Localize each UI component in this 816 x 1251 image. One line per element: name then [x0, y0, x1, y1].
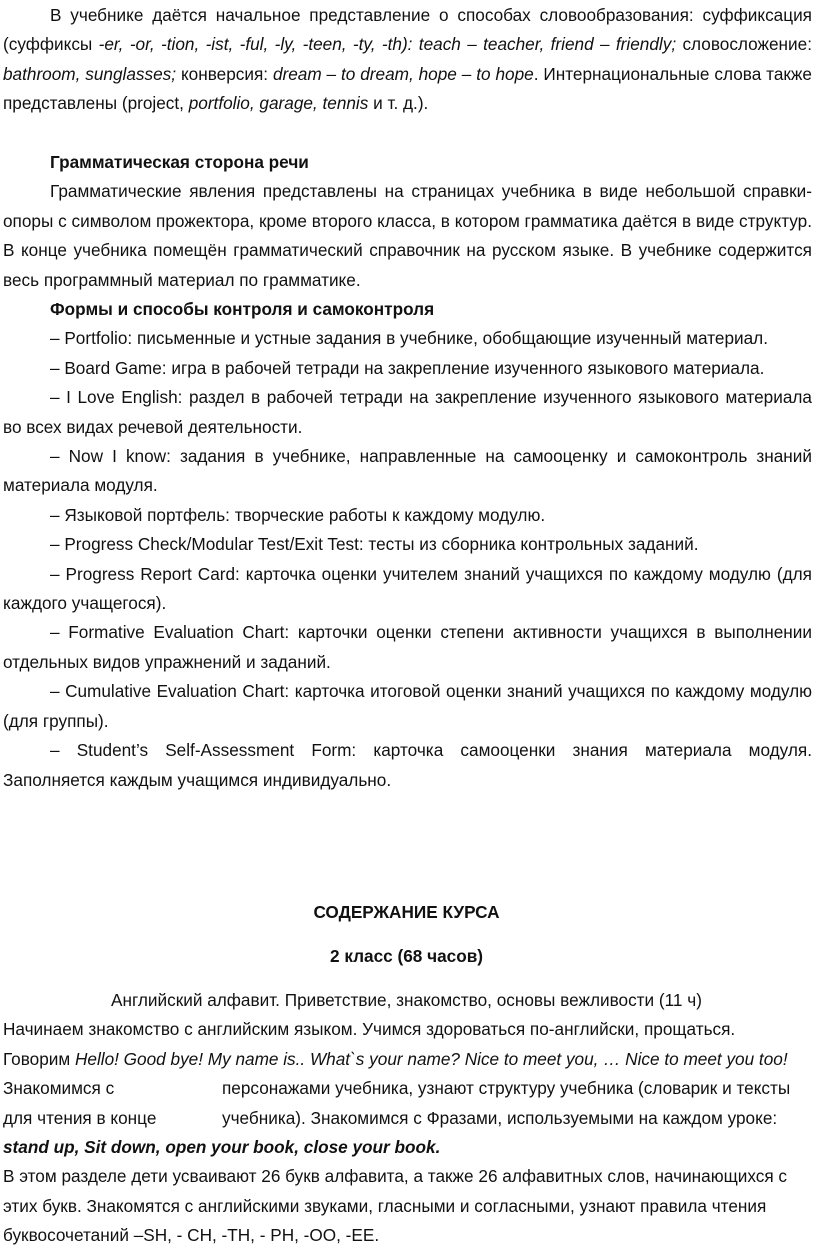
list-item: – Progress Report Card: карточка оценки учителем знаний учащихся по каждому модулю (для каждого учащегося). — [3, 563, 812, 614]
course-title-block — [0, 898, 813, 927]
international-words: portfolio, garage, tennis — [188, 93, 369, 114]
grammar-section — [0, 148, 813, 295]
grammar-heading: Грамматическая сторона речи — [50, 152, 309, 172]
list-item: – I Love English: раздел в рабочей тетради на закрепление изученного языкового материала во всех видах речевой деятельности. — [3, 387, 812, 437]
control-section — [0, 295, 813, 795]
list-item: – Formative Evaluation Chart: карточки оценки степени активности учащихся в выполнении отдельных видов упражнений и заданий. — [3, 622, 812, 672]
grammar-paragraph: Грамматические явления представлены на страницах учебника в виде небольшой справки-опоры с символом прожектора, кроме второго класса, в котором грамматика даётся в виде структур. В конце учебника помещён грамматический справочник на русском языке. В учебнике содержится весь программный материал по грамматике. — [3, 181, 812, 290]
alphabet-paragraph: В этом разделе дети усваивают 26 букв алфавита, а также 26 алфавитных слов, начинающихся с этих букв. Знакомятся с английскими звуками, гласными и согласными, узнают правила чтения буквосочетаний –SH, - CH, -TH, - PH, -OO, -EE. — [3, 1166, 788, 1246]
greeting-phrases: Hello! Good bye! My name is.. What`s your name? Nice to meet you, … Nice to meet you too! — [74, 1048, 788, 1069]
grade-heading: 2 класс (68 часов) — [329, 946, 484, 966]
conversion-examples: dream – to dream, hope – to hope — [272, 63, 534, 84]
intro-text-5: и т. д.). — [368, 93, 429, 114]
list-item: – Portfolio: письменные и устные задания в учебнике, обобщающие изученный материал. — [50, 328, 768, 349]
intro-text-1: В учебнике даётся начальное представление о способах словообразования: суффиксация (суффиксы — [3, 5, 812, 55]
section-heading: Английский алфавит. Приветствие, знакомство, основы вежливости (11 ч) — [111, 990, 702, 1010]
course-title: СОДЕРЖАНИЕ КУРСА — [313, 902, 500, 922]
control-heading: Формы и способы контроля и самоконтроля — [50, 299, 435, 319]
course-line-1: Начинаем знакомство с английским языком. Учимся здороваться по-английски, прощаться. — [3, 1019, 736, 1040]
course-row-1: Знакомимся с персонажами учебника, узнают структуру учебника (словарик и тексты — [3, 1078, 791, 1099]
course-row-2: для чтения в конце учебника). Знакомимся с Фразами, используемыми на каждом уроке: — [3, 1107, 778, 1128]
word-formation-paragraph — [0, 1, 813, 119]
list-item: – Now I know: задания в учебнике, направленные на самооценку и самоконтроль знаний материала модуля. — [3, 446, 812, 496]
list-item: – Языковой портфель: творческие работы к каждому модулю. — [50, 504, 546, 525]
list-item: – Student’s Self-Assessment Form: карточка самооценки знания материала модуля. Заполняется каждым учащимся индивидуально. — [3, 740, 813, 790]
course-line-2: Говорим Hello! Good bye! My name is.. What`s your name? Nice to meet you, … Nice to meet you too! — [3, 1048, 788, 1069]
list-item: – Board Game: игра в рабочей тетради на закрепление изученного языкового материала. — [50, 357, 765, 378]
classroom-phrases: stand up, Sit down, open your book, close your book. — [3, 1137, 441, 1158]
suffix-examples: -er, -or, -tion, -ist, -ful, -ly, -teen, -ty, -th): teach – teacher, friend – friendly; — [98, 34, 677, 55]
course-section-block — [0, 986, 813, 1251]
intro-text-3: конверсия: — [176, 63, 273, 84]
intro-text-2: словосложение: — [676, 34, 812, 55]
control-list — [0, 324, 813, 795]
grade-block — [0, 942, 813, 971]
compound-examples: bathroom, sunglasses; — [3, 63, 177, 84]
intro-section — [0, 1, 813, 119]
list-item: – Progress Check/Modular Test/Exit Test: тесты из сборника контрольных заданий. — [50, 534, 699, 555]
intro-text-4: . Интернациональные слова также представлены (project, — [3, 63, 812, 114]
list-item: – Cumulative Evaluation Chart: карточка итоговой оценки знаний учащихся по каждому модулю (для группы). — [3, 681, 812, 731]
